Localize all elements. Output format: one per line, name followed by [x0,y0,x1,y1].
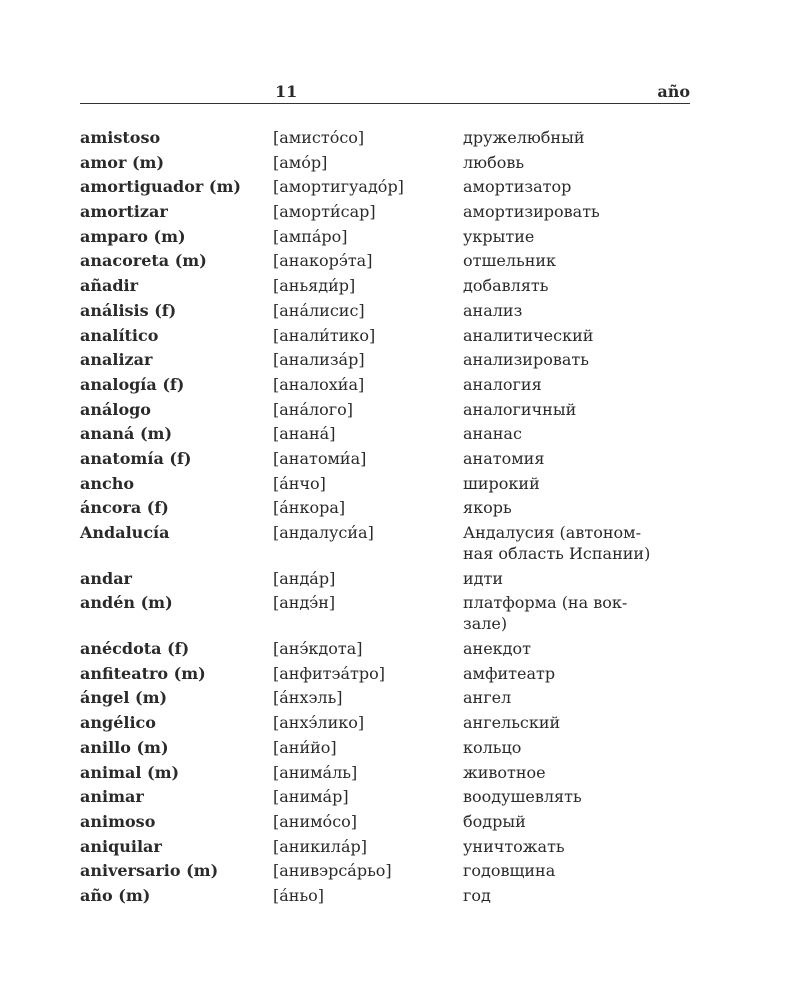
entry-pronunciation: [амортигуадо́р] [273,177,404,197]
entry-pronunciation: [анфитэа́тро] [273,663,385,683]
dictionary-entry [80,325,690,350]
entry-translation: Андалусия (автоном- ная область Испании) [463,523,651,563]
entry-pronunciation: [анализа́р] [273,350,365,370]
entry-translation: анатомия [463,448,545,468]
entry-word: ancho [80,473,135,493]
dictionary-entry [80,448,690,473]
dictionary-entry [80,522,690,568]
entry-translation: бодрый [463,811,526,831]
entry-pronunciation: [аморти́сар] [273,202,376,222]
entry-translation: аналогия [463,374,542,394]
entry-word: año (m) [80,885,151,905]
entry-translation: анализ [463,300,523,320]
page-header [80,82,690,102]
entry-translation: укрытие [463,226,535,246]
entry-word: analítico [80,325,159,345]
entry-word: amortizar [80,202,168,222]
entry-translation: аналогичный [463,399,577,419]
entry-word: angélico [80,713,156,733]
entry-list [80,127,690,910]
entry-pronunciation: [ана́лисис] [273,300,365,320]
dictionary-entry [80,568,690,593]
dictionary-entry [80,737,690,762]
entry-translation: годовщина [463,861,556,881]
entry-translation: анекдот [463,639,532,659]
entry-word: aniquilar [80,836,162,856]
entry-word: anécdota (f) [80,639,190,659]
entry-pronunciation: [ана́лого] [273,399,354,419]
dictionary-entry [80,860,690,885]
dictionary-entry [80,176,690,201]
entry-word: anacoreta (m) [80,251,207,271]
dictionary-entry [80,836,690,861]
entry-word: animoso [80,811,156,831]
entry-translation: якорь [463,498,512,518]
dictionary-entry [80,374,690,399]
entry-translation: воодушевлять [463,787,582,807]
entry-word: añadir [80,276,139,296]
dictionary-entry [80,638,690,663]
entry-pronunciation: [андэ́н] [273,593,336,613]
entry-pronunciation: [анакорэ́та] [273,251,373,271]
dictionary-entry [80,399,690,424]
entry-pronunciation: [аналохи́а] [273,374,365,394]
entry-translation: ананас [463,424,522,444]
entry-translation: отшельник [463,251,557,271]
entry-word: ángel (m) [80,688,168,708]
entry-pronunciation: [а́нхэль] [273,688,343,708]
dictionary-entry [80,687,690,712]
entry-pronunciation: [анда́р] [273,568,336,588]
entry-word: analizar [80,350,153,370]
entry-word: aniversario (m) [80,861,219,881]
dictionary-page [80,0,690,1000]
entry-word: análogo [80,399,151,419]
entry-word: anfiteatro (m) [80,663,206,683]
entry-translation: кольцо [463,737,522,757]
entry-translation: уничтожать [463,836,565,856]
entry-translation: ангел [463,688,512,708]
dictionary-entry [80,201,690,226]
entry-word: anillo (m) [80,737,169,757]
dictionary-entry [80,423,690,448]
entry-pronunciation: [анэ́кдота] [273,639,363,659]
dictionary-entry [80,663,690,688]
entry-word: animar [80,787,144,807]
entry-word: andar [80,568,132,588]
entry-word: animal (m) [80,762,180,782]
entry-word: analogía (f) [80,374,185,394]
entry-pronunciation: [амисто́со] [273,128,365,147]
dictionary-entry [80,786,690,811]
entry-pronunciation: [аникила́р] [273,836,367,856]
entry-word: amistoso [80,128,161,147]
entry-word: Andalucía [80,523,170,542]
entry-word: amparo (m) [80,226,186,246]
entry-translation: платформа (на вок- зале) [463,593,628,634]
entry-translation: идти [463,568,504,588]
entry-pronunciation: [анимо́со] [273,811,358,831]
entry-translation: дружелюбный [463,128,585,147]
dictionary-entry [80,226,690,251]
dictionary-entry [80,250,690,275]
entry-translation: ангельский [463,713,561,733]
entry-pronunciation: [аньяди́р] [273,276,356,296]
entry-translation: амортизатор [463,177,572,197]
entry-translation: добавлять [463,276,549,296]
entry-word: anatomía (f) [80,448,192,468]
entry-translation: амортизировать [463,202,600,222]
dictionary-entry [80,275,690,300]
entry-pronunciation: [а́нчо] [273,473,326,493]
running-head: año [657,82,690,101]
entry-pronunciation: [амо́р] [273,152,328,172]
entry-word: áncora (f) [80,498,169,518]
dictionary-entry [80,300,690,325]
entry-translation: анализировать [463,350,589,370]
entry-word: andén (m) [80,593,173,613]
entry-pronunciation: [ампа́ро] [273,226,348,246]
entry-word: amortiguador (m) [80,177,241,197]
entry-pronunciation: [а́ньо] [273,885,325,905]
entry-translation: любовь [463,152,525,172]
entry-pronunciation: [анима́р] [273,787,349,807]
dictionary-entry [80,473,690,498]
dictionary-entry [80,592,690,638]
entry-pronunciation: [анивэрса́рьо] [273,861,392,881]
dictionary-entry [80,497,690,522]
entry-translation: аналитический [463,325,594,345]
dictionary-entry [80,712,690,737]
page-number: 11 [275,82,298,101]
entry-pronunciation: [анима́ль] [273,762,358,782]
entry-word: amor (m) [80,152,165,172]
entry-translation: животное [463,762,546,782]
entry-pronunciation: [анхэ́лико] [273,713,365,733]
entry-pronunciation: [анали́тико] [273,325,376,345]
entry-pronunciation: [анана́] [273,424,336,444]
entry-translation: амфитеатр [463,663,556,683]
header-divider [80,103,690,104]
entry-word: ananá (m) [80,424,173,444]
entry-pronunciation: [андалуси́а] [273,523,374,542]
dictionary-entry [80,885,690,910]
dictionary-entry [80,127,690,152]
entry-pronunciation: [анатоми́а] [273,448,367,468]
dictionary-entry [80,811,690,836]
entry-translation: год [463,885,491,905]
entry-translation: широкий [463,473,540,493]
entry-word: análisis (f) [80,300,177,320]
dictionary-entry [80,762,690,787]
dictionary-entry [80,152,690,177]
entry-pronunciation: [а́нкора] [273,498,346,518]
dictionary-entry [80,349,690,374]
entry-pronunciation: [ани́йо] [273,737,337,757]
